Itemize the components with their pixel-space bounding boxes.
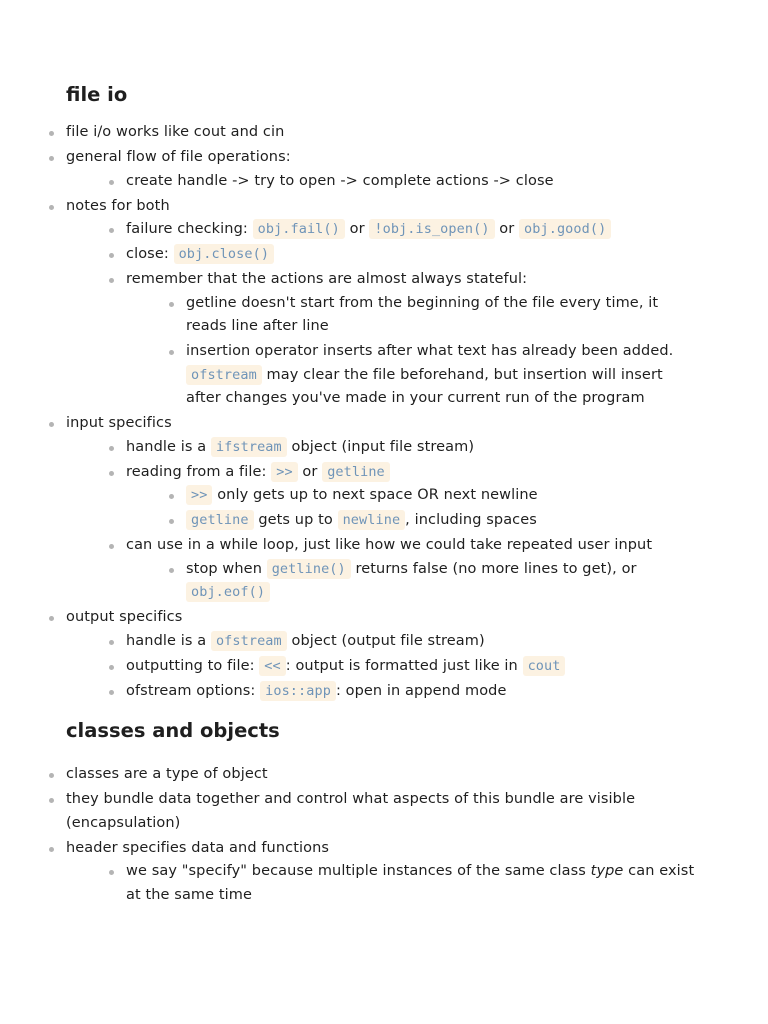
item-text: general flow of file operations: bbox=[66, 149, 291, 165]
section-heading-classes-and-objects: classes and objects bbox=[66, 719, 280, 742]
emphasis-text: type bbox=[590, 863, 624, 879]
list-item bbox=[36, 837, 702, 908]
list-item bbox=[96, 680, 702, 704]
item-text: output specifics bbox=[66, 609, 183, 625]
item-text: getline doesn't start from the beginning of the file every time, it reads line after line bbox=[186, 294, 659, 334]
inline-code: ofstream bbox=[211, 631, 287, 651]
list-item bbox=[96, 436, 702, 460]
list-item bbox=[156, 292, 702, 339]
inline-code: getline bbox=[322, 462, 390, 482]
file-io-list bbox=[36, 121, 702, 703]
section-heading-file-io: file io bbox=[66, 83, 128, 106]
inline-code: !obj.is_open() bbox=[369, 219, 494, 239]
inline-code: cout bbox=[523, 656, 566, 676]
item-text: stop when bbox=[186, 560, 262, 577]
item-text: reading from a file: bbox=[126, 463, 267, 480]
item-text: can exist at the same time bbox=[126, 863, 695, 903]
list-item bbox=[96, 860, 702, 907]
item-text: header specifies data and functions bbox=[66, 839, 330, 856]
item-text: input specifics bbox=[66, 415, 172, 431]
sub-list bbox=[66, 630, 702, 704]
list-item bbox=[96, 630, 702, 654]
list-item bbox=[36, 606, 702, 703]
list-item bbox=[36, 763, 702, 787]
list-item bbox=[96, 461, 702, 533]
sub-list bbox=[66, 218, 702, 411]
inline-code: obj.good() bbox=[519, 219, 611, 239]
list-item bbox=[156, 484, 702, 508]
inline-code: getline bbox=[186, 510, 254, 530]
inline-code: ifstream bbox=[211, 437, 287, 457]
list-item bbox=[96, 218, 702, 242]
item-text: notes for both bbox=[66, 197, 170, 214]
item-text: failure checking: bbox=[126, 221, 248, 237]
inline-code: ios::app bbox=[260, 681, 336, 701]
inline-code: newline bbox=[338, 510, 406, 530]
sub-list bbox=[66, 860, 702, 907]
inline-code: ofstream bbox=[186, 365, 262, 385]
item-text: can use in a while loop, just like how we could take repeated user input bbox=[126, 537, 653, 553]
item-text: insertion operator inserts after what text has already been added. bbox=[186, 343, 674, 359]
item-text: remember that the actions are almost always stateful: bbox=[126, 271, 528, 287]
sub-list bbox=[126, 292, 702, 411]
item-text: handle is a bbox=[126, 632, 207, 649]
item-text: or bbox=[349, 221, 365, 237]
list-item bbox=[96, 243, 702, 267]
item-text: gets up to bbox=[258, 512, 333, 528]
list-item bbox=[156, 509, 702, 533]
item-text: returns false (no more lines to get), or bbox=[355, 560, 637, 577]
item-text: close: bbox=[126, 246, 169, 262]
item-text: we say "specify" because multiple instances of the same class bbox=[126, 863, 586, 879]
list-item bbox=[156, 558, 702, 605]
item-text: : open in append mode bbox=[335, 682, 507, 699]
sub-list bbox=[126, 558, 702, 605]
item-text: classes are a type of object bbox=[66, 766, 268, 782]
list-item bbox=[36, 412, 702, 605]
list-item bbox=[156, 340, 702, 411]
inline-code: obj.fail() bbox=[253, 219, 345, 239]
inline-code: << bbox=[259, 656, 285, 676]
inline-code: >> bbox=[271, 462, 297, 482]
inline-code: >> bbox=[186, 485, 212, 505]
list-item bbox=[96, 268, 702, 411]
item-text: , including spaces bbox=[405, 512, 537, 528]
item-text: outputting to file: bbox=[126, 657, 255, 674]
list-item bbox=[96, 655, 702, 679]
sub-list bbox=[126, 484, 702, 533]
item-text: : output is formatted just like in bbox=[285, 657, 518, 674]
item-text: file i/o works like cout and cin bbox=[66, 124, 285, 140]
list-item bbox=[36, 195, 702, 411]
item-text: ofstream options: bbox=[126, 682, 256, 699]
inline-code: getline() bbox=[267, 559, 351, 579]
list-item bbox=[36, 121, 702, 145]
list-item bbox=[36, 146, 702, 193]
list-item bbox=[36, 788, 702, 835]
classes-list bbox=[36, 763, 702, 907]
item-text: only gets up to next space OR next newline bbox=[217, 487, 538, 503]
item-text: or bbox=[302, 463, 318, 480]
item-text: object (output file stream) bbox=[291, 632, 485, 649]
item-text: object (input file stream) bbox=[291, 438, 475, 455]
item-text: or bbox=[499, 221, 515, 237]
inline-code: obj.eof() bbox=[186, 582, 270, 602]
list-item bbox=[96, 170, 702, 194]
item-text: handle is a bbox=[126, 438, 207, 455]
item-text: they bundle data together and control what aspects of this bundle are visible (encapsulation) bbox=[66, 791, 636, 831]
list-item bbox=[96, 534, 702, 605]
item-text: create handle -> try to open -> complete actions -> close bbox=[126, 172, 554, 189]
sub-list bbox=[66, 436, 702, 605]
item-text: may clear the file beforehand, but insertion will insert after changes you've made in your current run of the program bbox=[186, 366, 663, 406]
sub-list bbox=[66, 170, 702, 194]
inline-code: obj.close() bbox=[174, 244, 275, 264]
